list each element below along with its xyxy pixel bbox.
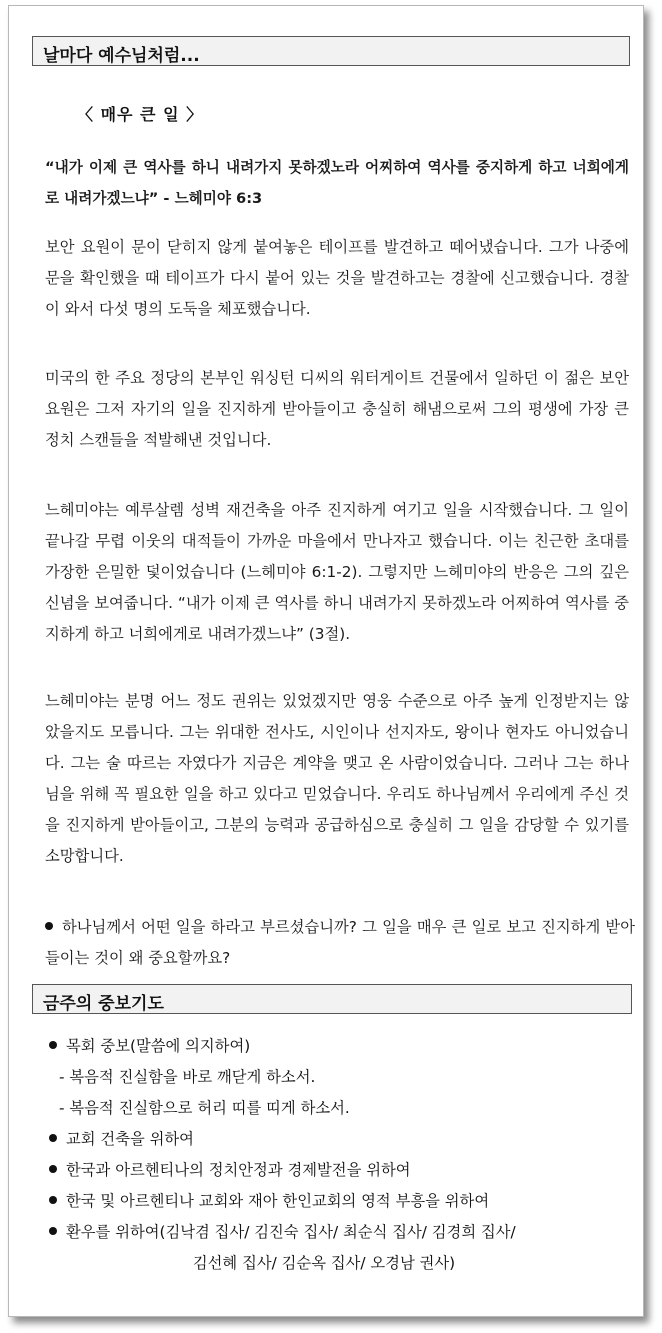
paragraph-4: 느헤미야는 분명 어느 정도 권위는 있었겠지만 영웅 수준으로 아주 높게 인정받지는 않았을지도 모릅니다. 그는 위대한 전사도, 시인이나 선지자도, 왕이나 현자도 아니었습니다. 그는 술 따르는 자였다가 지금은 계약을 맺고 온 사람이었습니다. 그러나 그는 하나님을 위해 꼭 필요한 일을 하고 있다고 믿었습니다. 우리도 하나님께서 우리에게 주신 것을 진지하게 받아들이고, 그분의 능력과 공급하심으로 충실히 그 일을 감당할 수 있기를 소망합니다. [45, 692, 629, 865]
paragraph-1: 보안 요원이 문이 닫히지 않게 붙여놓은 테이프를 발견하고 떼어냈습니다. 그가 나중에 문을 확인했을 때 테이프가 다시 붙어 있는 것을 발견하고는 경찰에 신고했습니다. 경찰이 와서 다섯 명의 도둑을 체포했습니다. [45, 238, 629, 318]
prayer-item: 교회 건축을 위하여 [49, 1124, 639, 1155]
bullet-icon [49, 1227, 57, 1235]
bullet-icon [45, 922, 53, 930]
scripture-quote: “내가 이제 큰 역사를 하니 내려가지 못하겠노라 어찌하여 역사를 중지하게 하고 너희에게로 내려가겠느냐” - 느헤미야 6:3 [45, 159, 629, 207]
devotional-header [32, 36, 630, 66]
prayer-subitem: - 복음적 진실함으로 허리 띠를 띠게 하소서. [59, 1099, 350, 1117]
bullet-icon [49, 1041, 57, 1049]
bullet-icon [49, 1134, 57, 1142]
prayer-item: 환우를 위하여(김낙겸 집사/ 김진숙 집사/ 최순식 집사/ 김경희 집사/ [49, 1217, 639, 1248]
devotional-page [8, 5, 644, 1317]
prayer-header [32, 984, 632, 1014]
reflection-question [45, 912, 635, 974]
prayer-item: 한국과 아르헨티나의 정치안정과 경제발전을 위하여 [49, 1155, 639, 1186]
devotional-title: 날마다 예수님처럼... [43, 46, 200, 66]
prayer-list [49, 1031, 639, 1279]
bullet-icon [49, 1196, 57, 1204]
sub-heading: 〈 매우 큰 일 〉 [77, 105, 204, 124]
paragraph-3: 느헤미야는 예루살렘 성벽 재건축을 아주 진지하게 여기고 일을 시작했습니다. 그 일이 끝나갈 무렵 이웃의 대적들이 가까운 마을에서 만나자고 했습니다. 이는 친근한 초대를 가장한 은밀한 덫이었습니다 (느헤미야 6:1-2). 그렇지만 느헤미야의 반응은 그의 깊은 신념을 보여줍니다. “내가 이제 큰 역사를 하니 내려가지 못하겠노라 어찌하여 역사를 중지하게 하고 너희에게로 내려가겠느냐” (3절). [45, 501, 629, 643]
prayer-item: 한국 및 아르헨티나 교회와 재아 한인교회의 영적 부흥을 위하여 [49, 1186, 639, 1217]
prayer-item: 목회 중보(말씀에 의지하여) [49, 1031, 639, 1062]
prayer-subitem: - 복음적 진실함을 바로 깨닫게 하소서. [59, 1068, 316, 1086]
paragraph-2: 미국의 한 주요 정당의 본부인 워싱턴 디씨의 워터게이트 건물에서 일하던 이 젊은 보안 요원은 그저 자기의 일을 진지하게 받아들이고 충실히 해냄으로써 그의 평생에 가장 큰 정치 스캔들을 적발해낸 것입니다. [45, 369, 629, 449]
question-text: 하나님께서 어떤 일을 하라고 부르셨습니까? 그 일을 매우 큰 일로 보고 진지하게 받아들이는 것이 왜 중요할까요? [45, 918, 635, 967]
bullet-icon [49, 1165, 57, 1173]
prayer-title: 금주의 중보기도 [43, 994, 164, 1014]
prayer-item-continued: 김선혜 집사/ 김순옥 집사/ 오경남 권사) [192, 1254, 456, 1272]
